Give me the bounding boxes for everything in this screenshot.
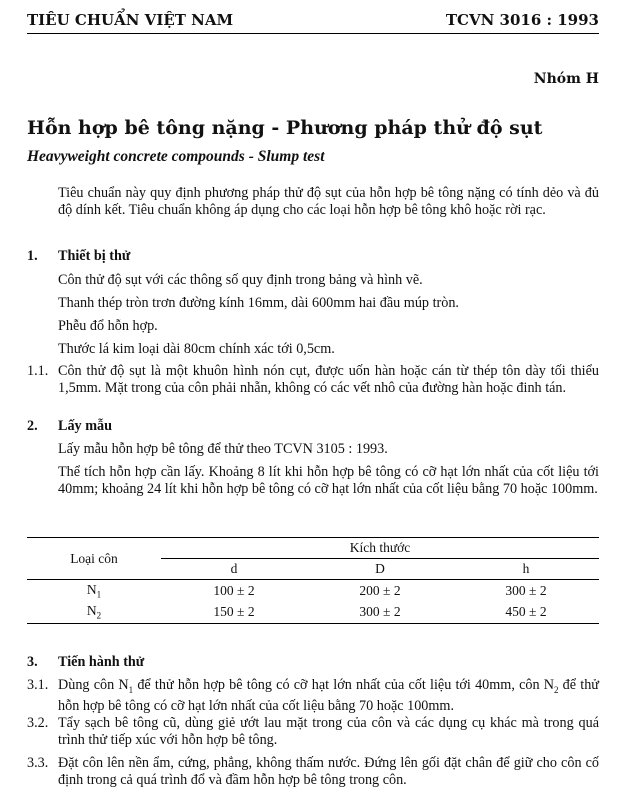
section-1-line: Thước lá kim loại dài 80cm chính xác tới 0,5cm. bbox=[58, 341, 335, 357]
standard-number: TCVN 3016 : 1993 bbox=[445, 11, 599, 29]
section-1-line: Thanh thép tròn trơn đường kính 16mm, dài 600mm hai đầu múp tròn. bbox=[58, 295, 459, 311]
table-cell: 450 ± 2 bbox=[453, 602, 599, 624]
subsection-text: Dùng côn $N_1$ để thử hỗn hợp bê tông có cỡ hạt lớn nhất của cốt liệu tới 40mm, côn $N_2$ để thử hỗn hợp bê tông có cỡ hạt lớn nhất của cốt liệu bằng 70 hoặc 100mm. bbox=[58, 677, 599, 715]
subsection-text: Tẩy sạch bê tông cũ, dùng giẻ ướt lau mặt trong của côn và các dụng cụ khác mà trong quá trình thử tiếp xúc với hỗn hợp bê tông. bbox=[58, 715, 599, 748]
table-cell: 150 ± 2 bbox=[161, 602, 307, 624]
intro-paragraph: Tiêu chuẩn này quy định phương pháp thử độ sụt của hỗn hợp bê tông nặng có tính dẻo và đủ độ dính kết. Tiêu chuẩn không áp dụng cho các loại hỗn hợp bê tông khô hoặc rời rạc. bbox=[58, 185, 599, 218]
section-title: Thiết bị thử bbox=[58, 248, 131, 264]
subsection-text: Côn thử độ sụt là một khuôn hình nón cụt, được uốn hàn hoặc cán từ thép tôn dày tối thiểu 1,5mm. Mặt trong của côn phải nhẵn, không có các vết nhô của đường hàn hoặc đinh tán. bbox=[58, 363, 599, 396]
group-label: Nhóm H bbox=[533, 71, 599, 87]
document-title: Hỗn hợp bê tông nặng - Phương pháp thử độ sụt bbox=[27, 117, 543, 139]
section-1-line: Côn thử độ sụt với các thông số quy định trong bảng và hình vẽ. bbox=[58, 272, 423, 288]
table-header-group: Kích thước bbox=[161, 538, 599, 559]
section-number: 3. bbox=[27, 654, 38, 670]
table-row bbox=[27, 580, 599, 602]
table-header-col: D bbox=[307, 559, 453, 580]
subsection-text: Đặt côn lên nền ẩm, cứng, phẳng, không thấm nước. Đứng lên gối đặt chân để giữ cho côn cố định trong cả quá trình đổ và đầm hỗn hợp bê tông trong côn. bbox=[58, 755, 599, 788]
section-2-heading bbox=[27, 418, 112, 435]
page-header bbox=[27, 11, 599, 34]
standard-label: TIÊU CHUẨN VIỆT NAM bbox=[27, 11, 234, 29]
section-1-line: Phễu đổ hỗn hợp. bbox=[58, 318, 158, 334]
table-cell: 100 ± 2 bbox=[213, 582, 255, 598]
subsection-number: 3.2. bbox=[27, 715, 49, 731]
document-subtitle: Heavyweight concrete compounds - Slump test bbox=[27, 148, 325, 165]
section-2-line: Lấy mẫu hỗn hợp bê tông để thử theo TCVN 3105 : 1993. bbox=[58, 441, 388, 457]
table-cell: 300 ± 2 bbox=[505, 582, 547, 598]
cone-dimensions-table bbox=[27, 537, 599, 624]
subsection-number: 3.3. bbox=[27, 755, 49, 771]
table-header-type: Loại côn bbox=[27, 538, 161, 580]
section-title: Tiến hành thử bbox=[58, 654, 145, 670]
subsection-number: 1.1. bbox=[27, 363, 49, 379]
table-cell-type: $N_2$ bbox=[27, 602, 161, 624]
section-number: 1. bbox=[27, 248, 38, 264]
table-cell: 200 ± 2 bbox=[359, 582, 401, 598]
section-1-heading bbox=[27, 248, 130, 265]
table-cell: 300 ± 2 bbox=[307, 602, 453, 624]
table-row bbox=[27, 602, 599, 624]
table-header-col: d bbox=[161, 559, 307, 580]
section-3-heading bbox=[27, 654, 144, 671]
table-cell-type: $N_1$ bbox=[86, 581, 102, 600]
section-2-line: Thể tích hỗn hợp cần lấy. Khoảng 8 lít khi hỗn hợp bê tông có cỡ hạt lớn nhất của cốt liệu tới 40mm; khoảng 24 lít khi hỗn hợp bê tông có cỡ hạt lớn nhất của cốt liệu bằng 70 hoặc 100mm. bbox=[58, 464, 599, 497]
section-title: Lấy mẫu bbox=[58, 418, 112, 434]
subsection-number: 3.1. bbox=[27, 677, 49, 693]
table-header-col: h bbox=[453, 559, 599, 580]
section-number: 2. bbox=[27, 418, 38, 434]
